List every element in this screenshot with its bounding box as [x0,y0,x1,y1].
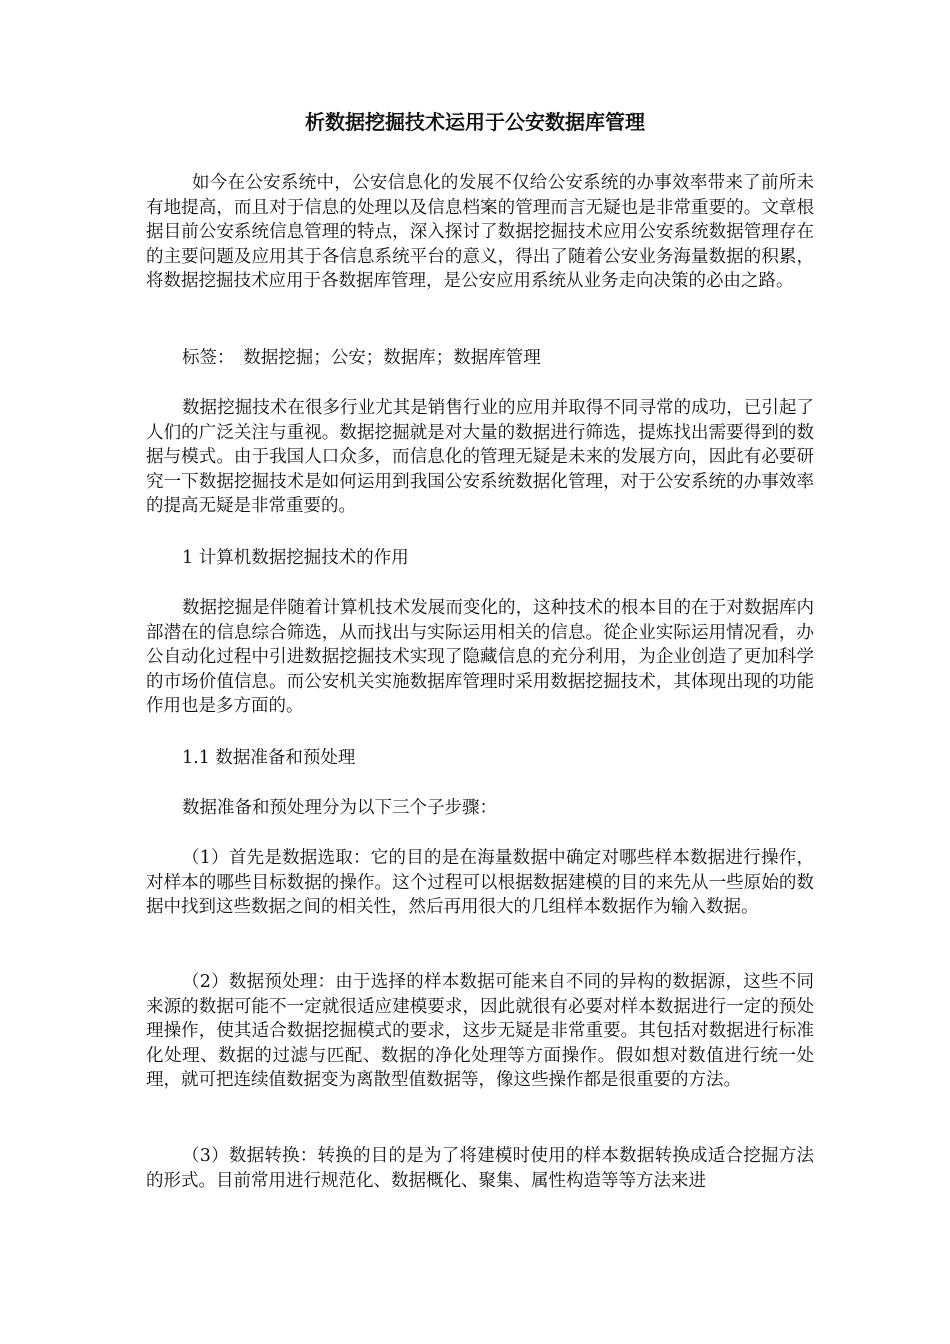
intro-paragraph: 数据挖掘技术在很多行业尤其是销售行业的应用并取得不同寻常的成功，已引起了人们的广泛关注与重视。数据挖掘就是对大量的数据进行筛选，提炼找出需要得到的数据与模式。由于我国人口众多，而信息化的管理无疑是未来的发展方向，因此有必要研究一下数据挖掘技术是如何运用到我国公安系统数据化管理，对于公安系统的办事效率的提高无疑是非常重要的。 [146,398,814,516]
subsection-intro-paragraph: 数据准备和预处理分为以下三个子步骤： [182,798,497,818]
step-2-paragraph: （2）数据预处理：由于选择的样本数据可能来自不同的异构的数据源，这些不同来源的数据可能不一定就很适应建模要求，因此就很有必要对样本数据进行一定的预处理操作，使其适合数据挖掘模式的要求，这步无疑是非常重要。其包括对数据进行标准化处理、数据的过滤与匹配、数据的净化处理等方面操作。假如想对数值进行统一处理，就可把连续值数据变为离散型值数据等，像这些操作都是很重要的方法。 [146,972,814,1090]
section-heading-1: 1 计算机数据挖掘技术的作用 [182,548,409,568]
step-3-paragraph: （3）数据转换：转换的目的是为了将建模时使用的样本数据转换成适合挖掘方法的形式。目前常用进行规范化、数据概化、聚集、属性构造等等方法来进 [146,1146,814,1191]
subsection-heading-1-1: 1.1 数据准备和预处理 [182,748,356,768]
section-1-paragraph: 数据挖掘是伴随着计算机技术发展而变化的，这种技术的根本目的在于对数据库内部潜在的信息综合筛选，从而找出与实际运用相关的信息。從企业实际运用情况看，办公自动化过程中引进数据挖掘技术实现了隐藏信息的充分利用，为企业创造了更加科学的市场价值信息。而公安机关实施数据库管理时采用数据挖掘技术，其体现出现的功能作用也是多方面的。 [146,598,814,716]
keywords-line: 标签： 数据挖掘；公安；数据库；数据库管理 [182,348,541,368]
abstract-paragraph: 如今在公安系统中，公安信息化的发展不仅给公安系统的办事效率带来了前所未有地提高，而且对于信息的处理以及信息档案的管理而言无疑也是非常重要的。文章根据目前公安系统信息管理的特点，深入探讨了数据挖掘技术应用公安系统数据管理存在的主要问题及应用其于各信息系统平台的意义，得出了随着公安业务海量数据的积累，将数据挖掘技术应用于各数据库管理，是公安应用系统从业务走向决策的必由之路。 [146,173,814,291]
step-1-paragraph: （1）首先是数据选取：它的目的是在海量数据中确定对哪些样本数据进行操作，对样本的哪些目标数据的操作。这个过程可以根据数据建模的目的来先从一些原始的数据中找到这些数据之间的相关性，然后再用很大的几组样本数据作为输入数据。 [146,848,814,917]
document-title: 析数据挖掘技术运用于公安数据库管理 [305,110,645,134]
